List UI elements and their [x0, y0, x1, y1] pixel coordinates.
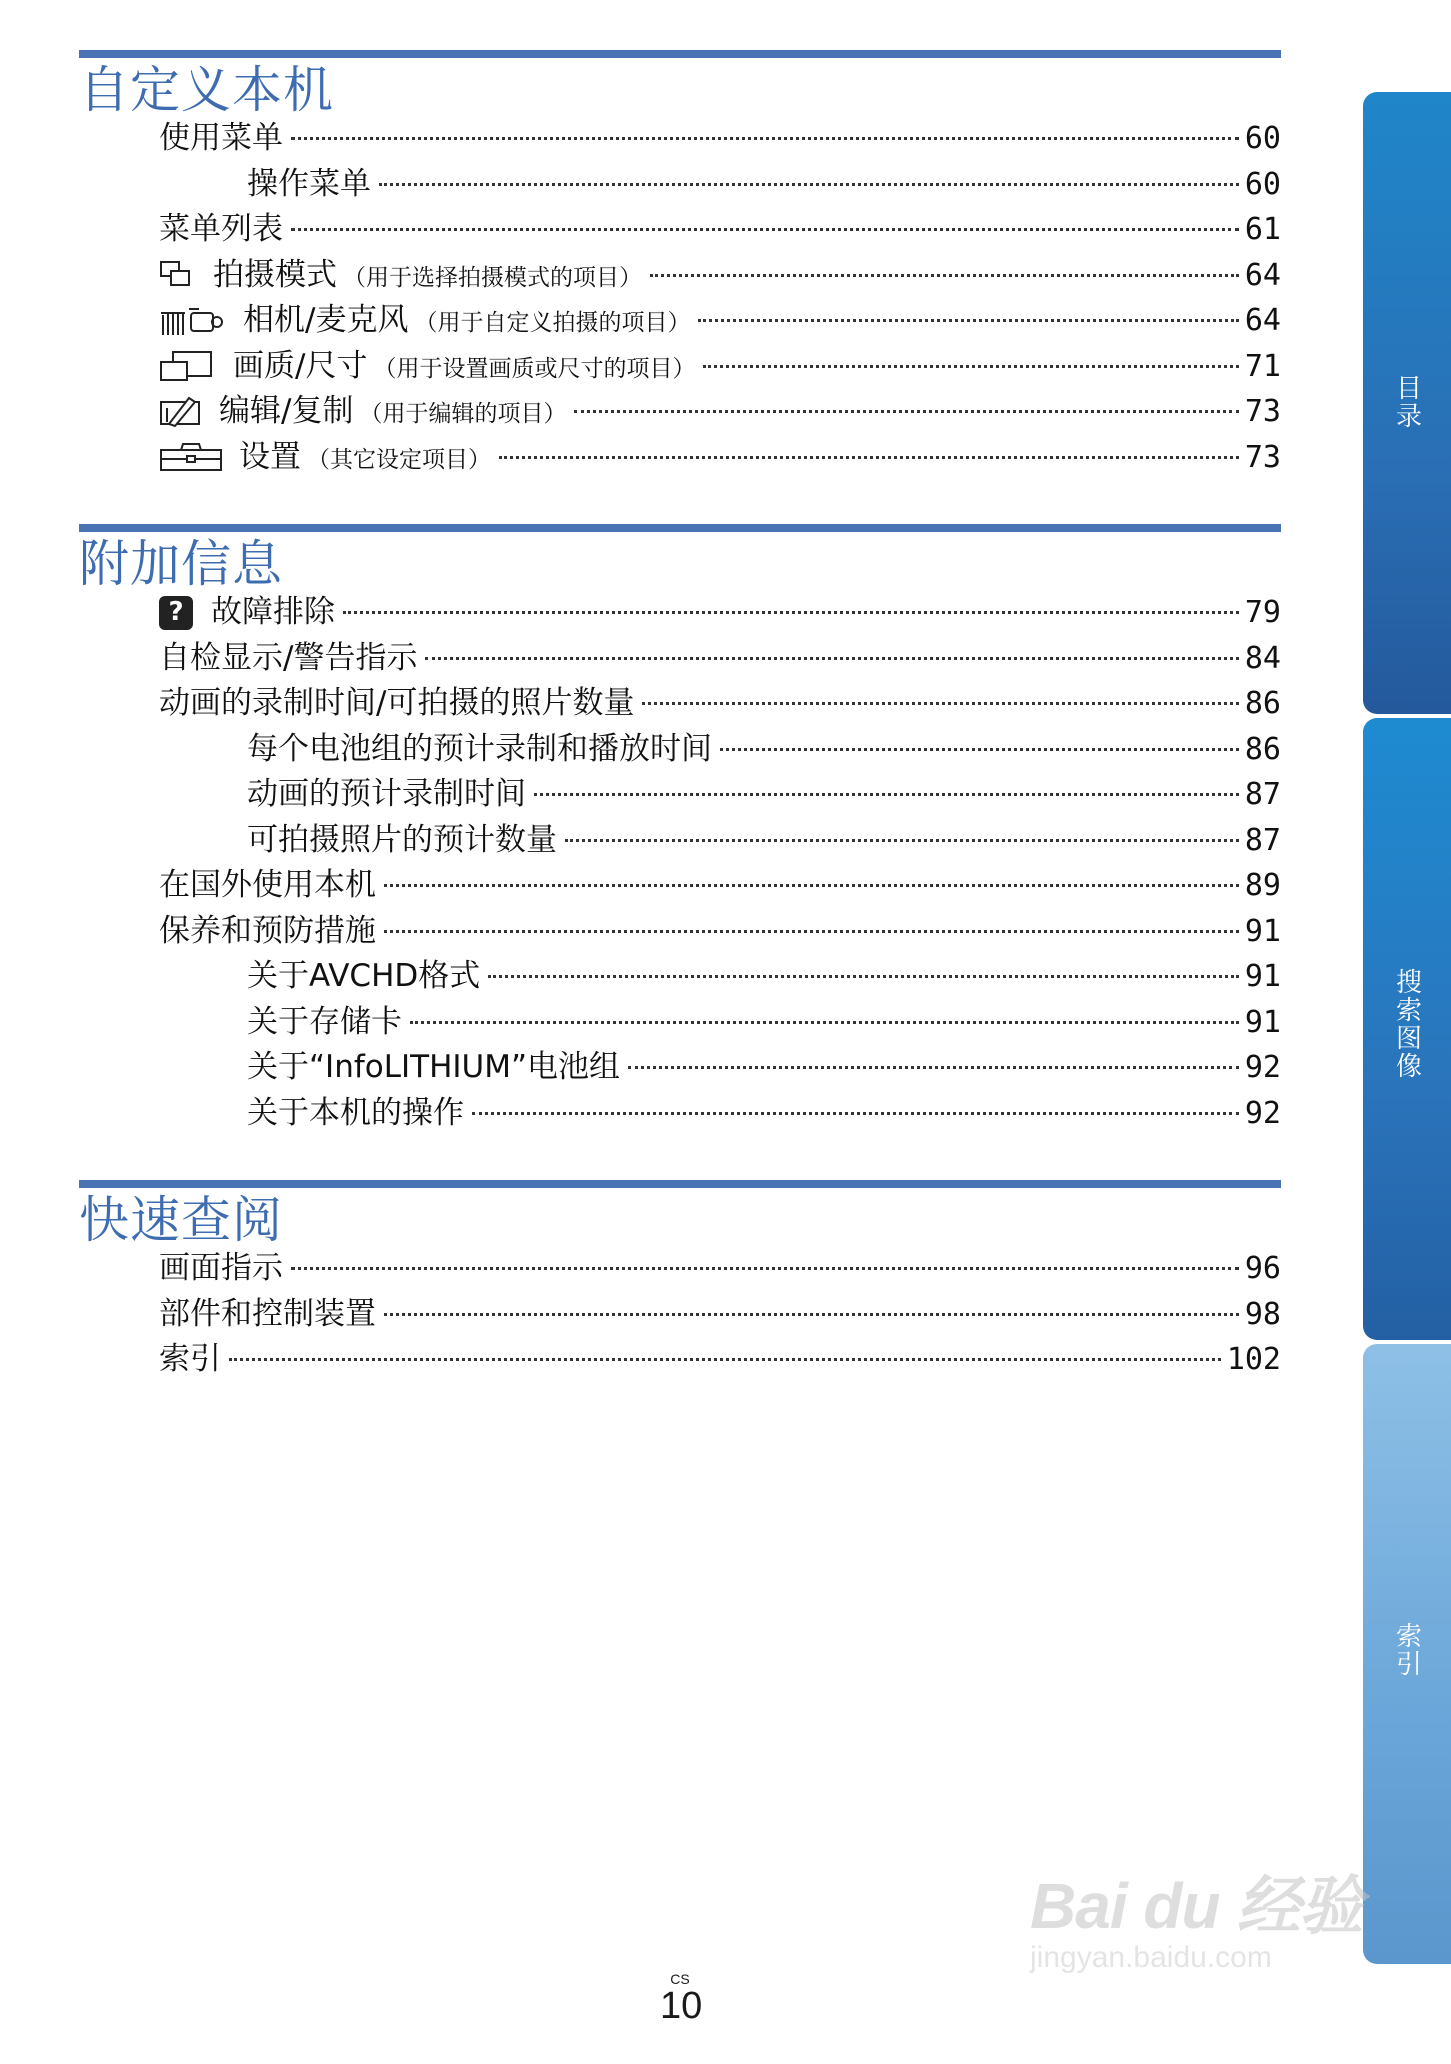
page-number: 102 [1226, 1342, 1281, 1377]
page-number: 89 [1244, 868, 1281, 903]
section-rule [79, 524, 1281, 532]
toc-entry[interactable]: ? 故障排除 79 [79, 590, 1281, 636]
leader-dots [534, 793, 1239, 796]
page-number: 91 [1244, 913, 1281, 949]
leader-dots [410, 1021, 1239, 1024]
leader-dots [343, 611, 1239, 614]
page-number: 87 [1244, 777, 1281, 812]
watermark-brand: Bai du 经验 [1030, 1870, 1363, 1942]
leader-dots [291, 1267, 1239, 1270]
page-number: 71 [1244, 348, 1281, 384]
edit-copy-icon [159, 397, 205, 427]
leader-dots [703, 365, 1238, 368]
toc-entry[interactable]: 菜单列表 61 [79, 207, 1281, 253]
leader-dots [291, 137, 1239, 140]
page-number: 60 [1244, 121, 1281, 156]
section-customize [79, 50, 1281, 480]
leader-dots [720, 748, 1239, 751]
page-number: 73 [1244, 394, 1281, 429]
leader-dots [628, 1066, 1239, 1069]
toc-entry[interactable]: 设置 （其它设定项目） 73 [79, 435, 1281, 481]
toc-entry[interactable]: 关于存储卡 91 [79, 1000, 1281, 1046]
toc-entry[interactable]: 使用菜单 60 [79, 116, 1281, 162]
leader-dots [379, 183, 1239, 186]
page-number: 86 [1244, 731, 1281, 767]
toc-entry[interactable]: 部件和控制装置 98 [79, 1292, 1281, 1338]
page-number: 64 [1244, 257, 1281, 293]
toc-entry[interactable]: 关于“InfoLITHIUM”电池组 92 [79, 1045, 1281, 1091]
image-quality-icon [159, 351, 219, 381]
section-title: 快速查阅 [79, 1191, 283, 1249]
page-number: 73 [1244, 439, 1281, 475]
language-code: CS [670, 1971, 690, 1987]
toc-entry[interactable]: 画质/尺寸 （用于设置画质或尺寸的项目） 71 [79, 344, 1281, 390]
toc-entry[interactable]: 保养和预防措施 91 [79, 909, 1281, 955]
toc-entry[interactable]: 拍摄模式 （用于选择拍摄模式的项目） 64 [79, 253, 1281, 299]
tab-contents[interactable] [1363, 92, 1451, 714]
watermark-url: jingyan.baidu.com [1030, 1941, 1272, 1974]
leader-dots [574, 410, 1238, 413]
page-number: 91 [1244, 1004, 1281, 1040]
toc-entry[interactable]: 索引 102 [79, 1337, 1281, 1383]
leader-dots [698, 319, 1238, 322]
shooting-mode-icon [159, 260, 199, 290]
page-number: 98 [1244, 1296, 1281, 1332]
section-rule [79, 50, 1281, 58]
leader-dots [384, 1313, 1239, 1316]
tab-label: 索引 [1391, 1622, 1422, 1678]
page-number: 87 [1244, 822, 1281, 858]
leader-dots [499, 456, 1239, 459]
toc-entry[interactable]: 每个电池组的预计录制和播放时间 86 [79, 727, 1281, 773]
leader-dots [384, 884, 1239, 887]
toc-entry[interactable]: 动画的预计录制时间 87 [79, 772, 1281, 818]
page-number-value: 10 [660, 1985, 703, 2027]
section-quick-reference [79, 1180, 1281, 1383]
question-icon: ? [159, 596, 193, 630]
camera-mic-icon [159, 306, 229, 336]
page-number: 61 [1244, 212, 1281, 247]
page-number: 92 [1244, 1095, 1281, 1131]
page-number: 60 [1244, 166, 1281, 202]
page-number: 92 [1244, 1050, 1281, 1085]
toc-entry[interactable]: 可拍摄照片的预计数量 87 [79, 818, 1281, 864]
page-number-footer [660, 1971, 703, 2027]
page-number: 84 [1244, 640, 1281, 676]
tab-index[interactable] [1363, 1344, 1451, 1964]
toc-entry[interactable]: 相机/麦克风 （用于自定义拍摄的项目） 64 [79, 298, 1281, 344]
leader-dots [472, 1112, 1239, 1115]
toc-entry[interactable]: 关于本机的操作 92 [79, 1091, 1281, 1137]
page-number: 96 [1244, 1251, 1281, 1286]
leader-dots [229, 1358, 1221, 1361]
toc-entry[interactable]: 在国外使用本机 89 [79, 863, 1281, 909]
leader-dots [488, 975, 1239, 978]
section-rule [79, 1180, 1281, 1188]
leader-dots [384, 930, 1239, 933]
tab-search-image[interactable] [1363, 718, 1451, 1340]
leader-dots [642, 702, 1238, 705]
page-number: 86 [1244, 686, 1281, 721]
watermark [1030, 1855, 1370, 1975]
page-number: 79 [1244, 595, 1281, 630]
tab-label: 目录 [1391, 374, 1422, 430]
toc-entry[interactable]: 动画的录制时间/可拍摄的照片数量 86 [79, 681, 1281, 727]
section-title: 自定义本机 [79, 61, 334, 119]
toc-entry[interactable]: 操作菜单 60 [79, 162, 1281, 208]
leader-dots [650, 274, 1239, 277]
toc-entry[interactable]: 编辑/复制 （用于编辑的项目） 73 [79, 389, 1281, 435]
section-additional-info [79, 524, 1281, 1136]
leader-dots [425, 657, 1238, 660]
tab-label: 搜索图像 [1391, 968, 1422, 1080]
toc-entry[interactable]: 自检显示/警告指示 84 [79, 636, 1281, 682]
section-title: 附加信息 [79, 535, 283, 593]
leader-dots [565, 839, 1239, 842]
toolbox-icon [159, 442, 225, 472]
leader-dots [291, 228, 1239, 231]
toc-entry[interactable]: 关于AVCHD格式 91 [79, 954, 1281, 1000]
toc-entry[interactable]: 画面指示 96 [79, 1246, 1281, 1292]
page-number: 64 [1244, 303, 1281, 338]
page-number: 91 [1244, 959, 1281, 994]
